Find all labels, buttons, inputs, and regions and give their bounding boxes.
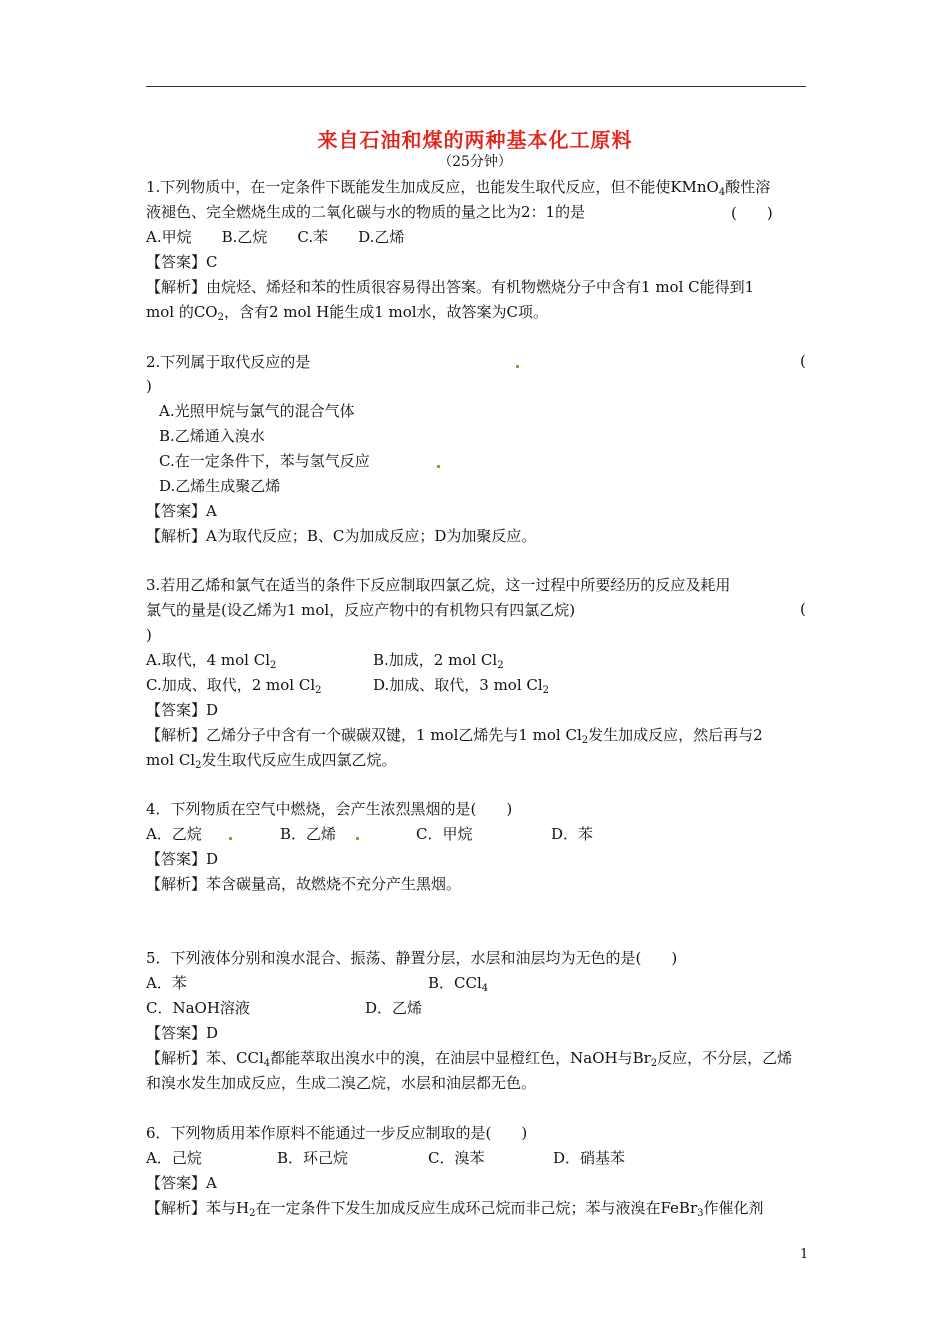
q2-paren-open: ( — [800, 352, 806, 370]
q5-option-b: B．CCl$_4$ — [428, 974, 489, 994]
q2-paren-close: ) — [146, 377, 152, 395]
q4-option-a: A．乙烷 — [146, 825, 202, 843]
stray-mark — [229, 837, 232, 840]
q2-stem: 2.下列属于取代反应的是 — [146, 353, 311, 371]
q2-answer: 【答案】A — [146, 502, 217, 520]
q4-stem: 4．下列物质在空气中燃烧，会产生浓烈黑烟的是( ) — [146, 800, 513, 818]
header-rule — [146, 86, 806, 87]
q3-paren-close: ) — [146, 626, 152, 644]
q3-option-b: B.加成，2 mol $Cl_2$ — [373, 651, 504, 671]
q3-explanation-line2: mol $Cl_2$发生取代反应生成四氯乙烷。 — [146, 751, 397, 771]
q1-answer: 【答案】C — [146, 253, 218, 271]
q3-answer: 【答案】D — [146, 701, 219, 719]
q5-answer: 【答案】D — [146, 1024, 219, 1042]
q3-option-d: D.加成、取代，3 mol $Cl_2$ — [373, 676, 550, 696]
q1-stem-line2: 液褪色、完全燃烧生成的二氧化碳与水的物质的量之比为2：1的是 — [146, 203, 586, 221]
q3-stem-line1: 3.若用乙烯和氯气在适当的条件下反应制取四氯乙烷，这一过程中所要经历的反应及耗用 — [146, 576, 731, 594]
q6-stem: 6．下列物质用苯作原料不能通过一步反应制取的是( ) — [146, 1124, 528, 1142]
page-title: 来自石油和煤的两种基本化工原料 — [317, 128, 633, 152]
q6-option-d: D．硝基苯 — [553, 1149, 626, 1167]
q1-explanation-line2: mol 的$CO_2$，含有2 mol H能生成1 mol水，故答案为C项。 — [146, 303, 549, 323]
q1-answer-blank: ( ) — [731, 204, 773, 222]
page-subtitle: （25分钟） — [438, 154, 512, 170]
q6-option-c: C．溴苯 — [428, 1149, 485, 1167]
q5-explanation-line1: 【解析】苯、CCl$_4$都能萃取出溴水中的溴，在油层中显橙红色，NaOH与$Br_2$反应，不分层，乙烯 — [146, 1049, 793, 1069]
q2-option-b: B.乙烯通入溴水 — [159, 427, 265, 445]
q6-option-a: A．己烷 — [146, 1149, 202, 1167]
stray-mark — [437, 465, 440, 468]
q5-option-c: C．NaOH溶液 — [146, 999, 250, 1017]
q2-option-c: C.在一定条件下，苯与氢气反应 — [159, 452, 370, 470]
q4-option-c: C．甲烷 — [416, 825, 473, 843]
q4-option-d: D．苯 — [551, 825, 594, 843]
q2-option-d: D.乙烯生成聚乙烯 — [159, 477, 281, 495]
q5-stem: 5．下列液体分别和溴水混合、振荡、静置分层，水层和油层均为无色的是( ) — [146, 949, 678, 967]
stray-mark — [516, 365, 519, 368]
q6-explanation-line1: 【解析】苯与$H_2$在一定条件下发生加成反应生成环己烷而非己烷；苯与液溴在FeBr$_3$作催化剂 — [146, 1199, 764, 1219]
q3-explanation-line1: 【解析】乙烯分子中含有一个碳碳双键，1 mol乙烯先与1 mol $Cl_2$发生加成反应，然后再与2 — [146, 726, 763, 746]
q2-option-a: A.光照甲烷与氯气的混合气体 — [159, 402, 355, 420]
q1-stem-line1: 1.下列物质中，在一定条件下既能发生加成反应，也能发生取代反应，但不能使KMnO$_4$酸性溶 — [146, 178, 771, 198]
q3-option-a: A.取代，4 mol $Cl_2$ — [146, 651, 277, 671]
q5-option-d: D．乙烯 — [365, 999, 423, 1017]
stray-mark — [356, 837, 359, 840]
q5-option-a: A．苯 — [146, 974, 187, 992]
q3-option-c: C.加成、取代，2 mol $Cl_2$ — [146, 676, 322, 696]
q2-explanation: 【解析】A为取代反应；B、C为加成反应；D为加聚反应。 — [146, 527, 537, 545]
q6-answer: 【答案】A — [146, 1174, 217, 1192]
q1-options: A.甲烷 B.乙烷 C.苯 D.乙烯 — [146, 228, 405, 246]
q5-explanation-line2: 和溴水发生加成反应，生成二溴乙烷，水层和油层都无色。 — [146, 1074, 537, 1092]
q3-paren-open: ( — [800, 600, 806, 618]
q1-explanation-line1: 【解析】由烷烃、烯烃和苯的性质很容易得出答案。有机物燃烧分子中含有1 mol C能得到1 — [146, 278, 755, 296]
page-number: 1 — [800, 1247, 809, 1262]
q4-explanation: 【解析】苯含碳量高，故燃烧不充分产生黑烟。 — [146, 875, 462, 893]
q6-option-b: B．环己烷 — [277, 1149, 349, 1167]
q4-answer: 【答案】D — [146, 850, 219, 868]
q4-option-b: B．乙烯 — [280, 825, 337, 843]
q3-stem-line2: 氯气的量是(设乙烯为1 mol，反应产物中的有机物只有四氯乙烷) — [146, 601, 576, 619]
